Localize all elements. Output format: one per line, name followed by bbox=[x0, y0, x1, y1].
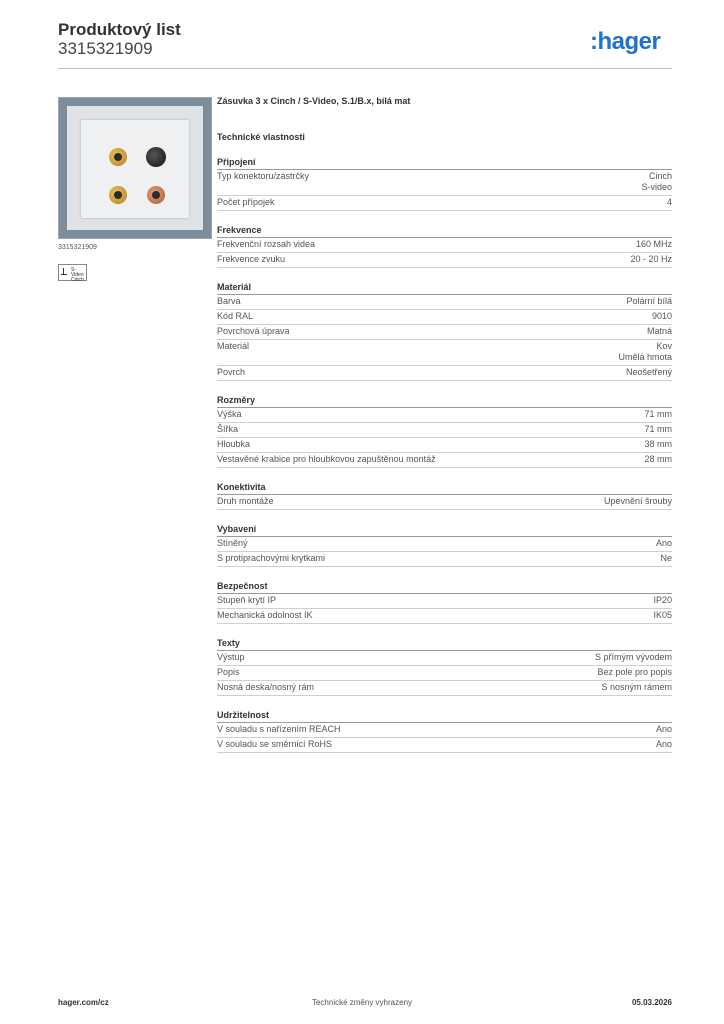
spec-label: S protiprachovými krytkami bbox=[217, 553, 326, 563]
spec-group-title: Vybavení bbox=[217, 522, 672, 537]
spec-label: Výška bbox=[217, 409, 242, 419]
spec-label: Stupeň krytí IP bbox=[217, 595, 277, 605]
spec-value-line: Ne bbox=[660, 553, 672, 563]
spec-value bbox=[595, 652, 672, 663]
spec-value-line: Kov bbox=[656, 341, 672, 351]
spec-row bbox=[217, 537, 672, 552]
spec-row bbox=[217, 423, 672, 438]
spec-value-line: 71 mm bbox=[644, 409, 672, 419]
spec-value-line: Cinch bbox=[648, 171, 672, 181]
spec-value-line: Ano bbox=[655, 739, 672, 749]
spec-value-line: Bez pole pro popis bbox=[597, 667, 672, 677]
spec-label: Výstup bbox=[217, 652, 245, 662]
spec-value-line: Neošetřený bbox=[625, 367, 672, 377]
spec-value-line: Matná bbox=[646, 326, 672, 336]
spec-group-title: Frekvence bbox=[217, 223, 672, 238]
spec-row bbox=[217, 651, 672, 666]
product-plate bbox=[81, 120, 189, 218]
spec-row bbox=[217, 340, 672, 366]
footer-date: 05.03.2026 bbox=[631, 998, 672, 1007]
spec-value-line: 4 bbox=[666, 197, 672, 207]
spec-group bbox=[217, 393, 672, 468]
spec-value-line: 20 - 20 Hz bbox=[630, 254, 672, 264]
spec-label: Počet přípojek bbox=[217, 197, 275, 207]
spec-group bbox=[217, 480, 672, 510]
spec-row bbox=[217, 453, 672, 468]
spec-label: Typ konektoru/zástrčky bbox=[217, 171, 310, 181]
spec-label: Povrchová úprava bbox=[217, 326, 290, 336]
spec-value bbox=[636, 239, 672, 250]
spec-value-line: 160 MHz bbox=[635, 239, 672, 249]
hager-logo: :hager bbox=[590, 28, 661, 55]
spec-group-title: Připojení bbox=[217, 155, 672, 170]
spec-group-title: Bezpečnost bbox=[217, 579, 672, 594]
svideo-cinch-pictogram-icon bbox=[58, 264, 87, 281]
spec-row bbox=[217, 238, 672, 253]
spec-row bbox=[217, 594, 672, 609]
spec-group-title: Udržitelnost bbox=[217, 708, 672, 723]
spec-label: Nosná deska/nosný rám bbox=[217, 682, 315, 692]
spec-row bbox=[217, 196, 672, 211]
spec-row bbox=[217, 295, 672, 310]
spec-group bbox=[217, 223, 672, 268]
spec-label: Materiál bbox=[217, 341, 250, 351]
spec-value bbox=[644, 409, 672, 420]
spec-value bbox=[652, 311, 672, 322]
spec-value-line: Upevnění šrouby bbox=[603, 496, 672, 506]
pictogram-label: S-Video Cinch bbox=[71, 267, 84, 283]
spec-label: Kód RAL bbox=[217, 311, 254, 321]
spec-value-line: 9010 bbox=[651, 311, 672, 321]
page-title: Produktový list bbox=[58, 20, 181, 39]
spec-value-line: 38 mm bbox=[644, 439, 672, 449]
spec-row bbox=[217, 738, 672, 753]
spec-group-title: Konektivita bbox=[217, 480, 672, 495]
spec-row bbox=[217, 681, 672, 696]
spec-value bbox=[653, 610, 672, 621]
spec-row bbox=[217, 666, 672, 681]
spec-group bbox=[217, 280, 672, 381]
product-code: 3315321909 bbox=[58, 39, 153, 58]
cinch-jack-red-icon bbox=[147, 186, 165, 204]
footer-note: Technické změny vyhrazeny bbox=[311, 998, 413, 1007]
spec-value bbox=[647, 326, 672, 337]
spec-row bbox=[217, 438, 672, 453]
spec-row bbox=[217, 495, 672, 510]
spec-label: Druh montáže bbox=[217, 496, 274, 506]
cinch-jack-gold-icon bbox=[109, 148, 127, 166]
spec-value bbox=[641, 171, 672, 193]
spec-group-title: Materiál bbox=[217, 280, 672, 295]
spec-label: Frekvenční rozsah videa bbox=[217, 239, 316, 249]
section-title: Technické vlastnosti bbox=[217, 132, 305, 142]
product-image bbox=[58, 97, 212, 239]
spec-label: V souladu s nařízením REACH bbox=[217, 724, 341, 734]
spec-value bbox=[653, 595, 672, 606]
spec-group bbox=[217, 522, 672, 567]
spec-label: Povrch bbox=[217, 367, 246, 377]
spec-label: V souladu se směrnicí RoHS bbox=[217, 739, 333, 749]
spec-value bbox=[626, 296, 672, 307]
header-divider bbox=[58, 68, 672, 69]
spec-row bbox=[217, 552, 672, 567]
spec-value-line: 71 mm bbox=[644, 424, 672, 434]
spec-label: Mechanická odolnost IK bbox=[217, 610, 313, 620]
spec-value bbox=[660, 553, 672, 564]
spec-row bbox=[217, 253, 672, 268]
spec-group-title: Rozměry bbox=[217, 393, 672, 408]
spec-value-line: 28 mm bbox=[644, 454, 672, 464]
spec-value-line: S-video bbox=[641, 182, 672, 192]
spec-value-line: Ano bbox=[655, 538, 672, 548]
spec-value bbox=[626, 367, 672, 378]
spec-value bbox=[644, 439, 672, 450]
product-frame bbox=[67, 106, 203, 230]
spec-row bbox=[217, 366, 672, 381]
spec-group bbox=[217, 579, 672, 624]
spec-row bbox=[217, 609, 672, 624]
cinch-jack-gold-icon bbox=[109, 186, 127, 204]
image-caption: 3315321909 bbox=[58, 244, 97, 251]
ground-symbol-icon bbox=[63, 268, 70, 275]
spec-value bbox=[656, 739, 672, 750]
spec-value bbox=[656, 724, 672, 735]
spec-label: Barva bbox=[217, 296, 241, 306]
spec-group bbox=[217, 636, 672, 696]
spec-group bbox=[217, 708, 672, 753]
spec-value-line: Polární bílá bbox=[626, 296, 672, 306]
spec-value-line: IK05 bbox=[653, 610, 672, 620]
spec-value bbox=[618, 341, 672, 363]
spec-value bbox=[630, 254, 672, 265]
spec-groups bbox=[217, 155, 672, 753]
product-title: Zásuvka 3 x Cinch / S-Video, S.1/B.x, bílá mat bbox=[217, 96, 411, 106]
spec-row bbox=[217, 325, 672, 340]
svideo-jack-icon bbox=[146, 147, 166, 167]
spec-label: Vestavěné krabice pro hloubkovou zapuštěnou montáž bbox=[217, 454, 436, 464]
spec-value bbox=[604, 496, 672, 507]
spec-value bbox=[656, 538, 672, 549]
spec-group bbox=[217, 155, 672, 211]
spec-content bbox=[217, 94, 672, 753]
spec-value bbox=[667, 197, 672, 208]
spec-value-line: Umělá hmota bbox=[618, 352, 672, 362]
spec-value-line: Ano bbox=[655, 724, 672, 734]
spec-label: Hloubka bbox=[217, 439, 251, 449]
footer-website: hager.com/cz bbox=[58, 998, 109, 1007]
spec-label: Šířka bbox=[217, 424, 239, 434]
spec-row bbox=[217, 170, 672, 196]
spec-value bbox=[601, 682, 672, 693]
spec-group-title: Texty bbox=[217, 636, 672, 651]
spec-label: Popis bbox=[217, 667, 240, 677]
spec-label: Frekvence zvuku bbox=[217, 254, 286, 264]
spec-value bbox=[597, 667, 672, 678]
spec-value bbox=[644, 454, 672, 465]
spec-row bbox=[217, 310, 672, 325]
spec-label: Stíněný bbox=[217, 538, 248, 548]
spec-row bbox=[217, 408, 672, 423]
spec-value-line: IP20 bbox=[653, 595, 672, 605]
spec-value-line: S přímým vývodem bbox=[594, 652, 672, 662]
spec-value-line: S nosným rámem bbox=[601, 682, 672, 692]
spec-row bbox=[217, 723, 672, 738]
spec-value bbox=[644, 424, 672, 435]
